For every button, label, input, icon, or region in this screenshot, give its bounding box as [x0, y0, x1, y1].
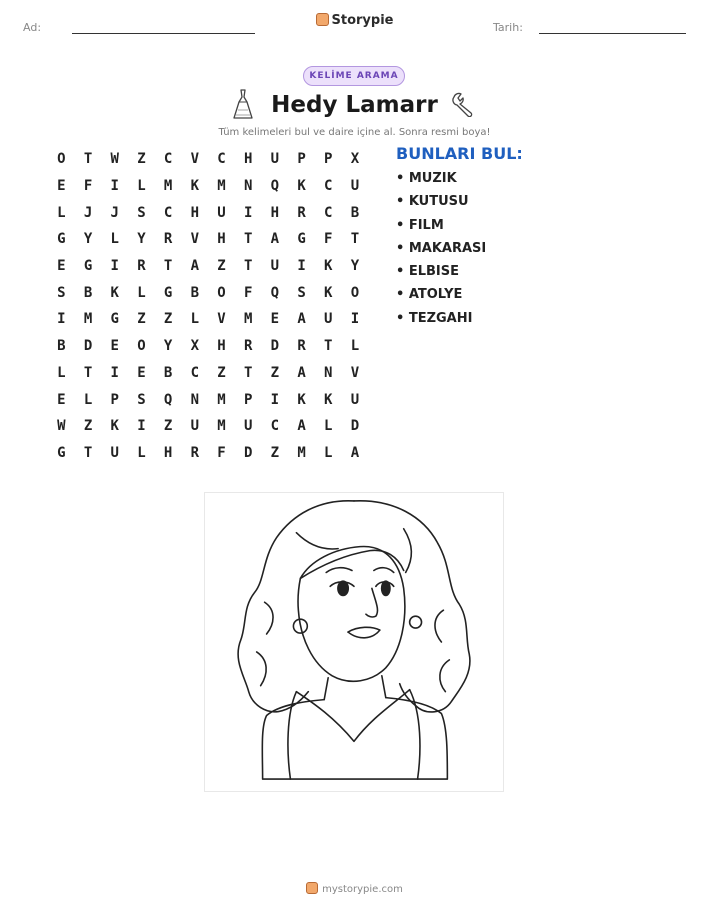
grid-letter[interactable]: O — [217, 284, 226, 301]
grid-letter[interactable]: G — [297, 231, 306, 248]
name-label: Ad: — [23, 21, 42, 34]
grid-letter[interactable]: Z — [137, 311, 146, 328]
grid-letter[interactable]: I — [57, 311, 66, 328]
grid-letter[interactable]: J — [110, 204, 119, 221]
word-item: • MUZIK — [396, 171, 457, 186]
date-line[interactable] — [539, 33, 686, 34]
word-list — [396, 171, 486, 334]
grid-letter[interactable]: T — [83, 444, 93, 461]
grid-letter[interactable]: G — [163, 284, 173, 301]
grid-letter[interactable]: F — [83, 178, 93, 195]
grid-letter[interactable]: W — [57, 418, 66, 435]
grid-letter[interactable]: F — [217, 444, 226, 461]
grid-letter[interactable]: L — [350, 338, 360, 355]
grid-letter[interactable]: K — [110, 418, 119, 435]
grid-letter[interactable]: I — [137, 418, 146, 435]
grid-letter[interactable]: T — [324, 338, 333, 355]
grid-letter[interactable]: V — [190, 231, 199, 248]
grid-letter[interactable]: D — [83, 338, 93, 355]
grid-letter[interactable]: A — [297, 418, 306, 435]
grid-letter[interactable]: L — [137, 284, 146, 301]
grid-row — [48, 226, 368, 253]
activity-badge: KELİME ARAMA — [303, 66, 405, 86]
grid-row — [48, 413, 368, 440]
grid-letter[interactable]: K — [297, 391, 306, 408]
storypie-logo-icon — [306, 882, 318, 894]
grid-letter[interactable]: F — [243, 284, 253, 301]
grid-letter[interactable]: N — [243, 178, 253, 195]
grid-row — [48, 306, 368, 333]
grid-letter[interactable]: R — [137, 258, 146, 275]
grid-letter[interactable]: I — [270, 391, 280, 408]
grid-letter[interactable]: V — [350, 364, 360, 381]
grid-letter[interactable]: K — [110, 284, 119, 301]
grid-letter[interactable]: U — [217, 204, 226, 221]
grid-letter[interactable]: C — [163, 204, 173, 221]
grid-letter[interactable]: S — [137, 204, 146, 221]
grid-letter[interactable]: E — [57, 258, 66, 275]
grid-letter[interactable]: T — [243, 258, 253, 275]
grid-letter[interactable]: L — [190, 311, 199, 328]
word-item: • TEZGAHI — [396, 310, 473, 326]
grid-letter[interactable]: M — [217, 178, 226, 195]
grid-letter[interactable]: H — [190, 204, 199, 221]
word-list-title: BUNLARI BUL: — [396, 144, 523, 163]
grid-letter[interactable]: U — [350, 178, 360, 195]
grid-letter[interactable]: Y — [137, 231, 146, 248]
grid-letter[interactable]: G — [57, 444, 66, 461]
grid-row — [48, 146, 368, 173]
grid-letter[interactable]: R — [243, 338, 253, 355]
grid-letter[interactable]: O — [57, 151, 66, 168]
grid-letter[interactable]: E — [57, 178, 66, 195]
word-item: • FILM — [396, 217, 444, 233]
grid-letter[interactable]: M — [217, 391, 226, 408]
grid-letter[interactable]: I — [110, 364, 119, 381]
grid-letter[interactable]: R — [163, 231, 173, 248]
grid-letter[interactable]: I — [110, 258, 119, 275]
grid-letter[interactable]: R — [297, 338, 306, 355]
grid-letter[interactable]: P — [243, 391, 253, 408]
left-eye — [337, 580, 349, 596]
grid-letter[interactable]: M — [83, 311, 93, 328]
grid-letter[interactable]: Z — [83, 418, 93, 435]
grid-letter[interactable]: G — [83, 258, 93, 275]
right-eye — [381, 580, 391, 596]
grid-letter[interactable]: O — [137, 338, 146, 355]
instructions: Tüm kelimeleri bul ve daire içine al. Sonra resmi boya! — [218, 127, 491, 138]
footer — [0, 882, 709, 895]
grid-letter[interactable]: I — [243, 204, 253, 221]
grid-letter[interactable]: K — [324, 258, 333, 275]
grid-letter[interactable]: H — [243, 151, 253, 168]
grid-letter[interactable]: M — [217, 418, 226, 435]
grid-letter[interactable]: I — [350, 311, 360, 328]
grid-letter[interactable]: Z — [217, 258, 226, 275]
footer-url[interactable]: mystorypie.com — [322, 884, 403, 895]
grid-letter[interactable]: U — [270, 151, 280, 168]
grid-letter[interactable]: A — [190, 258, 199, 275]
grid-letter[interactable]: B — [57, 338, 66, 355]
grid-letter[interactable]: C — [270, 418, 280, 435]
grid-letter[interactable]: H — [270, 204, 280, 221]
grid-letter[interactable]: A — [350, 444, 360, 461]
grid-letter[interactable]: Z — [163, 311, 173, 328]
grid-letter[interactable]: D — [270, 338, 280, 355]
grid-letter[interactable]: R — [297, 204, 306, 221]
grid-letter[interactable]: G — [110, 311, 119, 328]
grid-letter[interactable]: B — [350, 204, 360, 221]
grid-letter[interactable]: N — [190, 391, 199, 408]
grid-letter[interactable]: L — [324, 444, 333, 461]
grid-letter[interactable]: L — [57, 364, 66, 381]
grid-row — [48, 199, 368, 226]
grid-letter[interactable]: K — [190, 178, 199, 195]
grid-row — [48, 253, 368, 280]
woman-portrait-illustration — [205, 493, 503, 791]
word-item: • ATOLYE — [396, 287, 463, 303]
grid-letter[interactable]: Z — [137, 151, 146, 168]
grid-letter[interactable]: B — [163, 364, 173, 381]
grid-letter[interactable]: A — [297, 364, 306, 381]
grid-letter[interactable]: R — [190, 444, 199, 461]
grid-letter[interactable]: S — [57, 284, 66, 301]
grid-row — [48, 173, 368, 200]
grid-letter[interactable]: E — [137, 364, 146, 381]
grid-letter[interactable]: T — [243, 364, 253, 381]
page-title: Hedy Lamarr — [271, 92, 438, 118]
grid-letter[interactable]: D — [350, 418, 360, 435]
grid-letter[interactable]: Q — [270, 284, 280, 301]
grid-letter[interactable]: L — [137, 178, 146, 195]
grid-letter[interactable]: P — [324, 151, 333, 168]
grid-letter[interactable]: P — [297, 151, 306, 168]
grid-letter[interactable]: M — [243, 311, 253, 328]
grid-letter[interactable]: C — [217, 151, 226, 168]
name-line[interactable] — [72, 33, 255, 34]
grid-letter[interactable]: A — [297, 311, 306, 328]
grid-letter[interactable]: Q — [270, 178, 280, 195]
grid-letter[interactable]: G — [57, 231, 66, 248]
grid-letter[interactable]: B — [83, 284, 93, 301]
grid-letter[interactable]: S — [297, 284, 306, 301]
grid-letter[interactable]: I — [110, 178, 119, 195]
grid-letter[interactable]: C — [190, 364, 199, 381]
grid-letter[interactable]: E — [57, 391, 66, 408]
storypie-logo-icon — [316, 13, 329, 26]
grid-letter[interactable]: W — [110, 151, 119, 168]
grid-letter[interactable]: Y — [83, 231, 93, 248]
grid-letter[interactable]: V — [190, 151, 199, 168]
grid-letter[interactable]: H — [217, 338, 226, 355]
grid-letter[interactable]: U — [270, 258, 280, 275]
grid-row — [48, 386, 368, 413]
grid-row — [48, 333, 368, 360]
grid-letter[interactable]: L — [137, 444, 146, 461]
grid-letter[interactable]: L — [324, 418, 333, 435]
wrench-icon — [450, 91, 476, 117]
grid-letter[interactable]: U — [324, 311, 333, 328]
word-item: • KUTUSU — [396, 194, 469, 210]
grid-letter[interactable]: U — [190, 418, 199, 435]
grid-letter[interactable]: F — [324, 231, 333, 248]
grid-letter[interactable]: M — [297, 444, 306, 461]
grid-letter[interactable]: H — [163, 444, 173, 461]
date-label: Tarih: — [493, 21, 523, 34]
grid-letter[interactable]: Y — [163, 338, 173, 355]
grid-letter[interactable]: P — [110, 391, 119, 408]
grid-letter[interactable]: Y — [350, 258, 360, 275]
grid-letter[interactable]: X — [350, 151, 360, 168]
word-search-grid — [48, 146, 368, 466]
grid-letter[interactable]: O — [350, 284, 360, 301]
grid-letter[interactable]: H — [217, 231, 226, 248]
grid-letter[interactable]: A — [270, 231, 280, 248]
grid-letter[interactable]: X — [190, 338, 199, 355]
grid-letter[interactable]: E — [270, 311, 280, 328]
grid-letter[interactable]: T — [83, 364, 93, 381]
grid-letter[interactable]: K — [297, 178, 306, 195]
grid-letter[interactable]: K — [324, 391, 333, 408]
grid-letter[interactable]: C — [324, 178, 333, 195]
grid-letter[interactable]: E — [110, 338, 119, 355]
grid-letter[interactable]: V — [217, 311, 226, 328]
grid-letter[interactable]: C — [163, 151, 173, 168]
grid-letter[interactable]: I — [297, 258, 306, 275]
grid-letter[interactable]: T — [243, 231, 253, 248]
grid-row — [48, 279, 368, 306]
grid-letter[interactable]: D — [243, 444, 253, 461]
grid-letter[interactable]: C — [324, 204, 333, 221]
grid-letter[interactable]: U — [350, 391, 360, 408]
grid-letter[interactable]: J — [83, 204, 93, 221]
grid-letter[interactable]: N — [324, 364, 333, 381]
grid-letter[interactable]: Q — [163, 391, 173, 408]
grid-letter[interactable]: M — [163, 178, 173, 195]
grid-letter[interactable]: Z — [270, 444, 280, 461]
grid-row — [48, 360, 368, 387]
grid-letter[interactable]: Z — [217, 364, 226, 381]
grid-letter[interactable]: L — [110, 231, 119, 248]
grid-letter[interactable]: L — [57, 204, 66, 221]
grid-letter[interactable]: T — [163, 258, 173, 275]
grid-row — [48, 440, 368, 467]
grid-letter[interactable]: T — [350, 231, 360, 248]
grid-letter[interactable]: Z — [163, 418, 173, 435]
grid-letter[interactable]: S — [137, 391, 146, 408]
word-item: • MAKARASI — [396, 240, 487, 256]
brand-name: Storypie — [331, 13, 394, 28]
word-item: • ELBISE — [396, 264, 459, 280]
grid-letter[interactable]: B — [190, 284, 199, 301]
grid-letter[interactable]: U — [243, 418, 253, 435]
brand-logo — [0, 13, 709, 28]
grid-letter[interactable]: U — [110, 444, 119, 461]
grid-letter[interactable]: T — [83, 151, 93, 168]
coloring-picture[interactable] — [204, 492, 504, 792]
grid-letter[interactable]: K — [324, 284, 333, 301]
grid-letter[interactable]: Z — [270, 364, 280, 381]
grid-letter[interactable]: L — [83, 391, 93, 408]
